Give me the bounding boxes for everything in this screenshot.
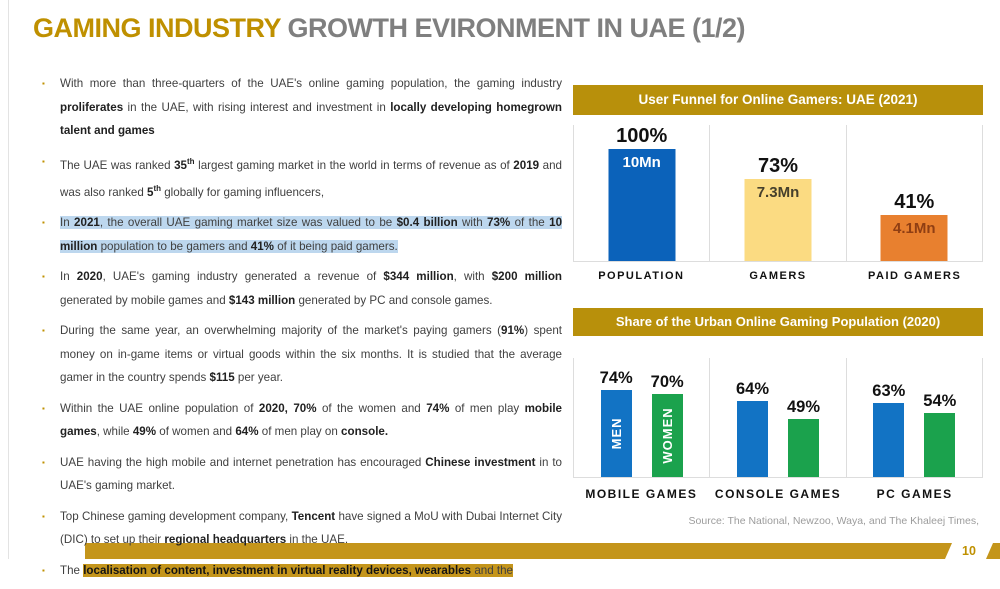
share-bar xyxy=(652,394,683,477)
share-bar xyxy=(737,401,768,477)
bullet-item xyxy=(34,397,562,444)
share-bar xyxy=(601,390,632,477)
source-note: Source: The National, Newzoo, Waya, and The Khaleej Times, xyxy=(688,515,979,527)
bullet-text: Top Chinese gaming development company, Tencent have signed a MoU with Dubai Internet City (DIC) to set up their regional headquarters in the UAE. xyxy=(60,509,562,547)
bullet-item xyxy=(34,451,562,498)
bullet-marker: ▪ xyxy=(42,403,45,413)
funnel-labels xyxy=(573,270,983,282)
share-bar-wrap xyxy=(730,380,774,477)
bullet-marker: ▪ xyxy=(42,79,45,88)
category-label: CONSOLE GAMES xyxy=(714,487,842,501)
bar-value-label: 10Mn xyxy=(622,154,661,171)
category-label: POPULATION xyxy=(598,270,685,282)
bar-percent-label: 73% xyxy=(757,155,798,178)
bullet-item xyxy=(34,150,562,205)
bullet-text: The UAE was ranked 35th largest gaming market in the world in terms of revenue as of 2019 and was also ranked 5th globally for gaming influencers, xyxy=(60,156,562,199)
bullet-marker: ▪ xyxy=(42,218,45,228)
funnel-bar xyxy=(881,215,948,261)
bar-percent-label: 100% xyxy=(616,125,668,147)
bar-percent-label: 64% xyxy=(735,380,769,399)
bar-percent-label: 49% xyxy=(786,398,820,417)
share-group xyxy=(573,358,709,477)
bullet-marker: ▪ xyxy=(42,272,45,282)
share-bar-wrap xyxy=(645,373,689,477)
category-label: PAID GAMERS xyxy=(868,270,962,282)
bullet-text: With more than three-quarters of the UAE's online gaming population, the gaming industry proliferates in the UAE, with rising interest and investment in locally developing homegrown talent and games xyxy=(60,77,562,137)
bullet-marker: ▪ xyxy=(42,457,45,467)
share-bar xyxy=(873,403,904,477)
page-title-accent: GAMING INDUSTRY xyxy=(33,13,288,43)
bullet-item xyxy=(34,211,562,258)
bullet-list xyxy=(34,72,562,589)
bullet-text: In 2021, the overall UAE gaming market size was valued to be $0.4 billion with 73% of the 10 million population to be gamers and 41% of it being paid gamers. xyxy=(60,216,563,253)
category-label: GAMERS xyxy=(749,270,807,282)
share-plot xyxy=(573,358,983,478)
share-bar xyxy=(924,413,955,477)
share-group xyxy=(709,358,845,477)
share-bar-wrap xyxy=(594,369,638,477)
series-name-label: WOMEN xyxy=(659,407,675,464)
bullet-text: During the same year, an overwhelming majority of the market's paying gamers (91%) spent money on in-game items or virtual goods within the six months. It is studied that the average gamer in the country spends $115 per year. xyxy=(60,324,563,385)
share-bar-wrap xyxy=(781,398,825,477)
series-name-label: MEN xyxy=(608,417,624,450)
bar-percent-label: 63% xyxy=(872,381,906,400)
funnel-column xyxy=(573,125,709,261)
share-group xyxy=(846,358,982,477)
bullet-item xyxy=(34,265,562,312)
bullet-marker: ▪ xyxy=(42,565,45,575)
share-chart-title: Share of the Urban Online Gaming Population (2020) xyxy=(573,308,983,336)
page-title xyxy=(33,13,745,44)
share-chart xyxy=(573,308,983,527)
bar-value-label: 4.1Mn xyxy=(893,220,936,238)
bar-percent-label: 41% xyxy=(894,191,935,214)
left-edge-rule xyxy=(8,0,9,559)
category-label: PC GAMES xyxy=(876,487,953,501)
page-title-rest: GROWTH EVIRONMENT IN UAE (1/2) xyxy=(287,13,746,43)
bar-percent-label: 74% xyxy=(599,368,633,387)
bullet-item xyxy=(34,72,562,143)
bullet-text: UAE having the high mobile and internet penetration has encouraged Chinese investment in to UAE's gaming market. xyxy=(60,455,562,493)
bullet-marker: ▪ xyxy=(42,511,45,521)
bar-percent-label: 54% xyxy=(923,392,957,411)
bullet-marker: ▪ xyxy=(42,156,45,166)
share-bar-wrap xyxy=(918,392,962,477)
bullet-item xyxy=(34,319,562,390)
bullet-text: The localisation of content, investment in virtual reality devices, wearables and the xyxy=(60,563,513,577)
funnel-chart-title: User Funnel for Online Gamers: UAE (2021) xyxy=(573,85,983,115)
bar-percent-label: 70% xyxy=(650,373,684,392)
footer-gold-bar-right xyxy=(986,543,1000,559)
page-number: 10 xyxy=(962,544,976,558)
share-labels xyxy=(573,487,983,501)
funnel-chart xyxy=(573,85,983,282)
share-bar xyxy=(788,419,819,477)
bar-value-label: 7.3Mn xyxy=(756,184,800,202)
bullet-text: In 2020, UAE's gaming industry generated a revenue of $344 million, with $200 million generated by mobile games and $143 million generated by PC and console games. xyxy=(60,270,562,307)
funnel-plot xyxy=(573,125,983,262)
funnel-bar xyxy=(608,149,675,261)
funnel-column xyxy=(709,125,845,261)
share-bar-wrap xyxy=(867,382,911,477)
bullet-item xyxy=(34,505,562,552)
bullet-text: Within the UAE online population of 2020, 70% of the women and 74% of men play mobile games, while 49% of women and 64% of men play on console. xyxy=(60,401,562,439)
bullet-marker: ▪ xyxy=(42,326,45,336)
bullet-item xyxy=(34,559,562,583)
funnel-column xyxy=(846,125,982,261)
funnel-bar xyxy=(744,179,811,261)
category-label: MOBILE GAMES xyxy=(585,487,698,501)
